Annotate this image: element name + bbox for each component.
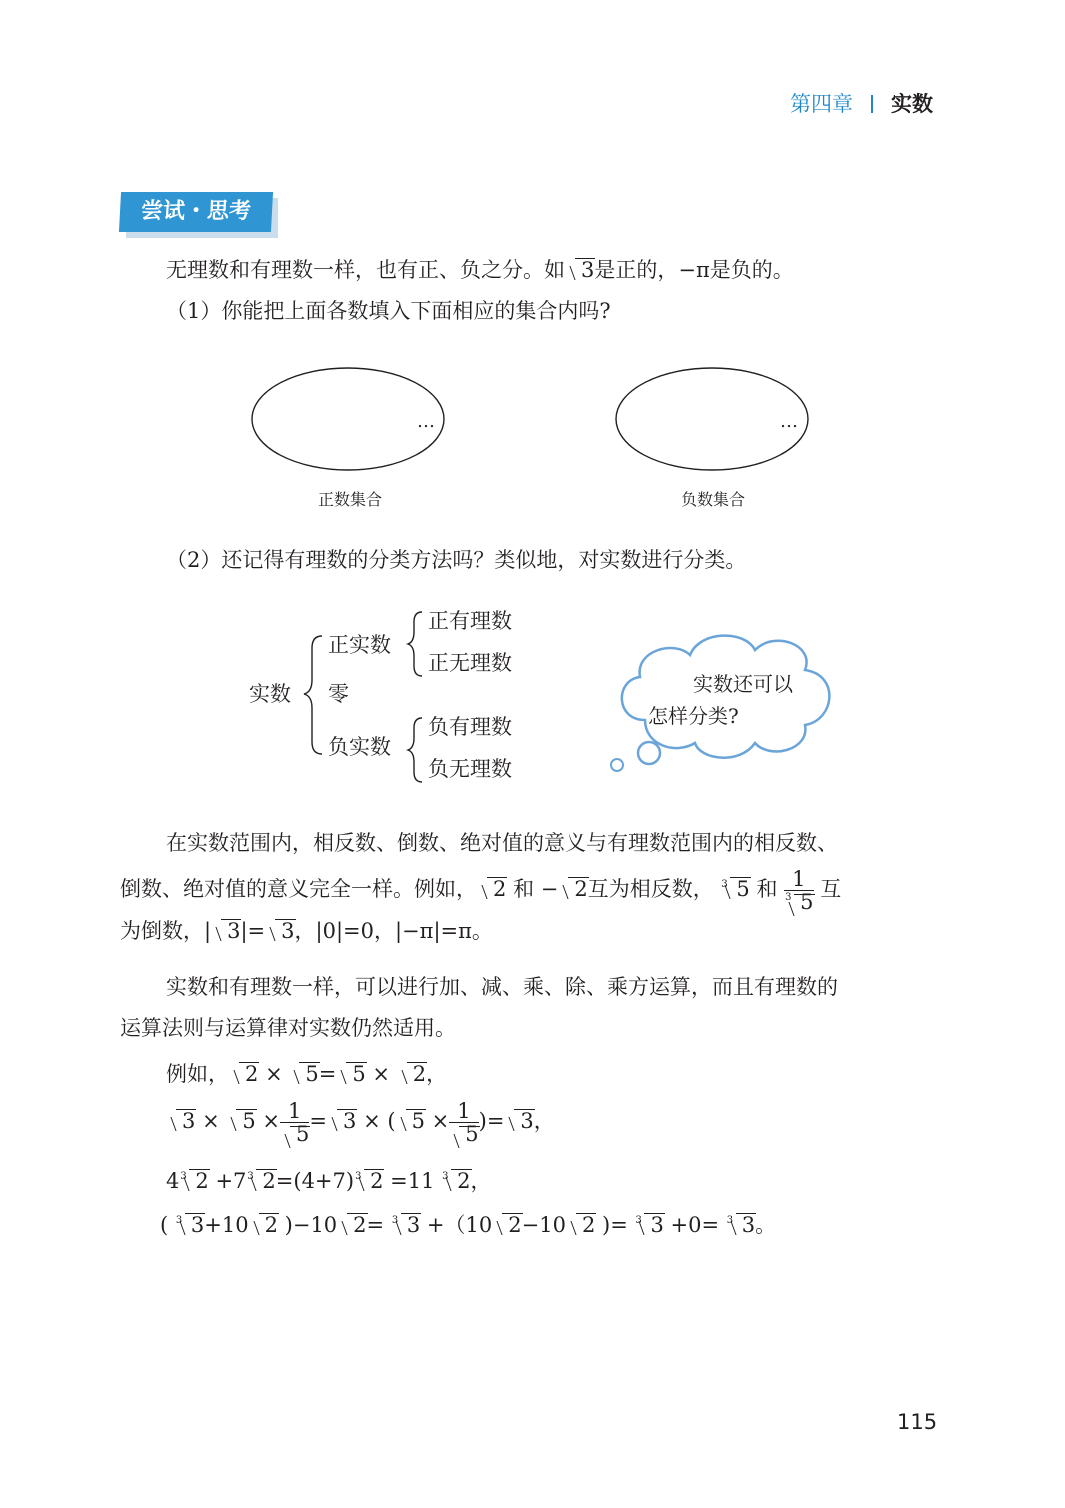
intro-text-c: −π是负的。 bbox=[678, 258, 794, 282]
cloud-line-1: 实数还可以 bbox=[693, 672, 793, 696]
cloud-line-2: 怎样分类? bbox=[648, 704, 739, 728]
example-3: 4 3 2 +7 3 2=(4+7) 3 2 =11 3 2， bbox=[166, 1166, 492, 1196]
sqrt-3: 3 bbox=[566, 255, 594, 285]
example-2: 3 × 5 × $\frac{1}{5}$ = 3 × ( 5 × $\frac{1}{5}$ )= 3， bbox=[166, 1100, 555, 1145]
example-4: ( 3 3+10 2 )−10 2= 3 3 +（10 2−10 2 )= 3 3 +0= 3 3。 bbox=[160, 1210, 776, 1240]
question-1: （1）你能把上面各数填入下面相应的集合内吗? bbox=[166, 299, 611, 323]
chapter-title: 第四章 bbox=[790, 92, 853, 116]
positive-set-ellipsis: … bbox=[417, 411, 435, 432]
question-2: （2）还记得有理数的分类方法吗？类似地，对实数进行分类。 bbox=[166, 548, 747, 572]
positive-set-ellipse bbox=[252, 368, 444, 470]
negative-set-ellipsis: … bbox=[780, 411, 798, 432]
header-divider bbox=[871, 95, 873, 113]
page-number: 115 bbox=[897, 1410, 938, 1434]
class-positive-rational: 正有理数 bbox=[428, 609, 512, 633]
positive-set-label: 正数集合 bbox=[318, 490, 383, 509]
negative-set-label: 负数集合 bbox=[681, 490, 746, 509]
p4-line-2: 运算法则与运算律对实数仍然适用。 bbox=[120, 1016, 456, 1040]
chapter-header bbox=[790, 88, 933, 118]
cbrt-5: 3 5 bbox=[721, 874, 749, 904]
intro-text-a: 无理数和有理数一样，也有正、负之分。如 bbox=[166, 258, 565, 282]
example-1: 例如， 2 × 5= 5 × 2， bbox=[166, 1059, 447, 1089]
class-positive: 正实数 bbox=[328, 633, 391, 657]
set-ellipses bbox=[250, 366, 810, 478]
p3-line-3: 为倒数，| 3|= 3，|0|=0，|−π|=π。 bbox=[120, 916, 493, 946]
sqrt-2: 2 bbox=[478, 874, 506, 904]
class-negative-rational: 负有理数 bbox=[428, 715, 512, 739]
section-title: 实数 bbox=[891, 92, 933, 116]
p3-line-2: 倒数、绝对值的意义完全一样。例如， 2 和 − 2互为相反数， 3 5 和 1 3 5 互 bbox=[120, 867, 842, 914]
p3-line-1: 在实数范围内，相反数、倒数、绝对值的意义与有理数范围内的相反数、 bbox=[166, 831, 838, 855]
intro-text-b: 是正的， bbox=[594, 258, 679, 282]
frac-1-over-cbrt-5: 1 3 5 bbox=[785, 867, 814, 914]
class-zero: 零 bbox=[328, 682, 349, 706]
intro-paragraph bbox=[166, 255, 794, 285]
class-negative: 负实数 bbox=[328, 735, 391, 759]
section-tag: 尝试・思考 bbox=[119, 192, 273, 232]
class-positive-irrational: 正无理数 bbox=[428, 651, 512, 675]
p4-line-1: 实数和有理数一样，可以进行加、减、乘、除、乘方运算，而且有理数的 bbox=[166, 975, 838, 999]
sqrt-2-neg: 2 bbox=[559, 874, 587, 904]
class-root: 实数 bbox=[249, 682, 291, 706]
class-negative-irrational: 负无理数 bbox=[428, 757, 512, 781]
